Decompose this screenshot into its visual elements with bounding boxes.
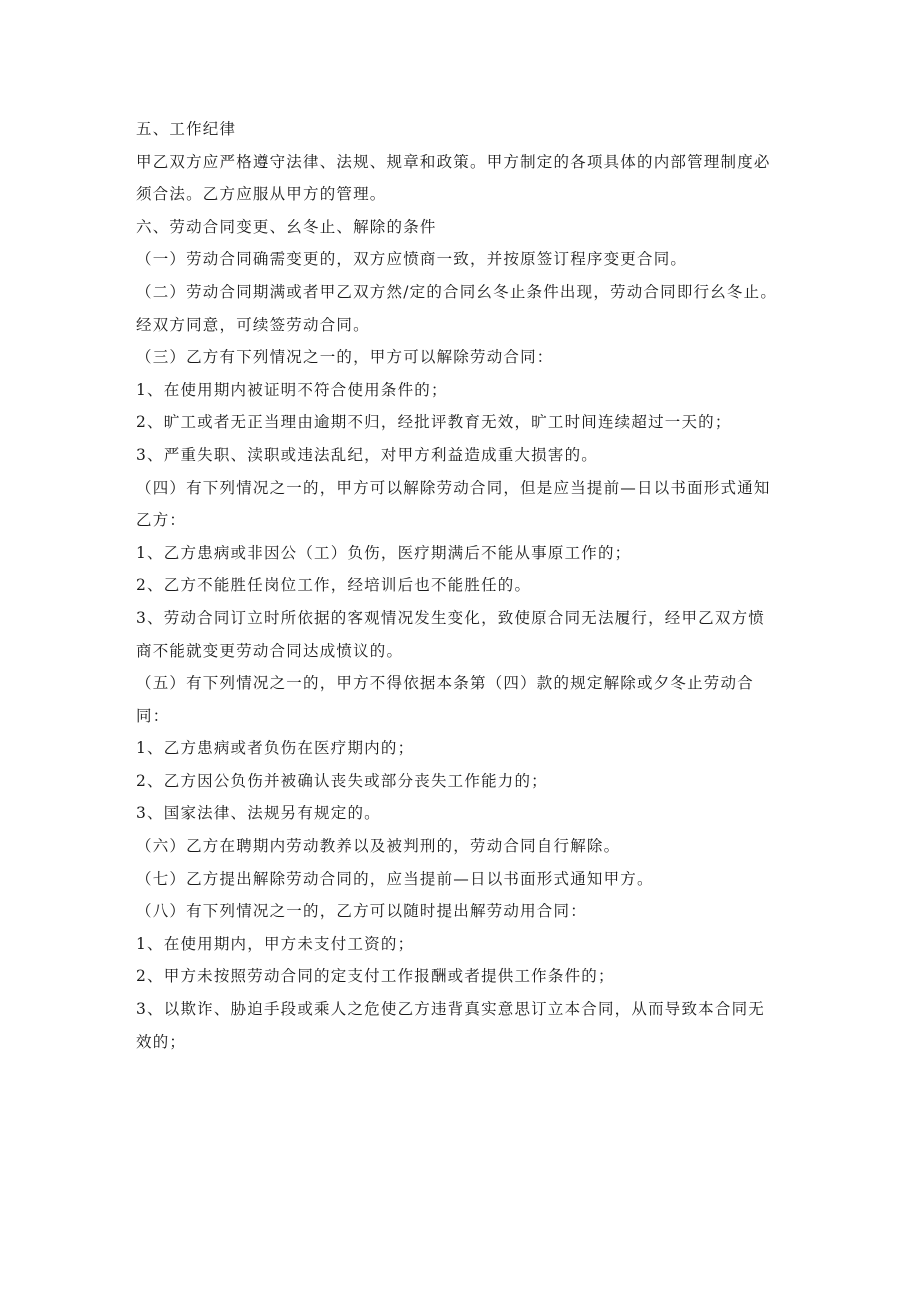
clause-line: （三）乙方有下列情况之一的，甲方可以解除劳动合同：: [136, 348, 554, 367]
list-item-line: 3、以欺诈、胁迫手段或乘人之危使乙方违背真实意思订立本合同，从而导致本合同无: [136, 1000, 765, 1019]
clause-line: （二）劳动合同期满或者甲乙双方然/定的合同幺冬止条件出现，劳动合同即行幺冬止。: [136, 282, 778, 301]
list-item-line: 商不能就变更劳动合同达成愤议的。: [136, 641, 404, 660]
paragraph-line: 须合法。乙方应服从甲方的管理。: [136, 185, 387, 204]
clause-line: （一）劳动合同确需变更的，双方应愤商一致，并按原签订程序变更合同。: [136, 250, 688, 269]
section-heading-work-discipline: 五、工作纪律: [136, 120, 237, 138]
list-item-line: 2、旷工或者无正当理由逾期不归，经批评教育无效，旷工时间连续超过一天的；: [136, 413, 732, 432]
list-item-line: 1、在使用期内，甲方未支付工资的；: [136, 934, 415, 953]
list-item-line: 3、劳动合同订立时所依据的客观情况发生变化，致使原合同无法履行，经甲乙双方愤: [136, 608, 765, 627]
clause-line: （八）有下列情况之一的，乙方可以随时提出解劳动用合同：: [136, 902, 587, 921]
clause-line: （五）有下列情况之一的，甲方不得依据本条第（四）款的规定解除或夕冬止劳动合: [136, 674, 754, 693]
clause-line: 同：: [136, 706, 170, 725]
clause-line: （四）有下列情况之一的，甲方可以解除劳动合同，但是应当提前—日以书面形式通知: [136, 478, 771, 497]
list-item-line: 2、乙方因公负伤并被确认丧失或部分丧失工作能力的；: [136, 771, 548, 790]
list-item-line: 3、国家法律、法规另有规定的。: [136, 804, 381, 823]
list-item-line: 3、严重失职、渎职或违法乱纪，对甲方利益造成重大损害的。: [136, 445, 598, 464]
list-item-line: 2、甲方未按照劳动合同的定支付工作报酬或者提供工作条件的；: [136, 967, 615, 986]
list-item-line: 1、在使用期内被证明不符合使用条件的；: [136, 380, 448, 399]
clause-line: （六）乙方在聘期内劳动教养以及被判刑的，劳动合同自行解除。: [136, 837, 621, 856]
document-body: [136, 113, 816, 1058]
list-item-line: 效的；: [136, 1032, 187, 1051]
clause-line: 经双方同意，可续签劳动合同。: [136, 315, 370, 334]
clause-line: 乙方：: [136, 511, 187, 530]
clause-line: （七）乙方提出解除劳动合同的，应当提前—日以书面形式通知甲方。: [136, 869, 654, 888]
list-item-line: 1、乙方患病或者负伤在医疗期内的；: [136, 739, 415, 758]
section-heading-contract-change: 六、劳动合同变更、幺冬止、解除的条件: [136, 217, 437, 236]
list-item-line: 2、乙方不能胜任岗位工作，经培训后也不能胜任的。: [136, 576, 532, 595]
list-item-line: 1、乙方患病或非因公（工）负伤，医疗期满后不能从事原工作的；: [136, 543, 632, 562]
paragraph-line: 甲乙双方应严格遵守法律、法规、规章和政策。甲方制定的各项具体的内部管理制度必: [136, 152, 771, 171]
